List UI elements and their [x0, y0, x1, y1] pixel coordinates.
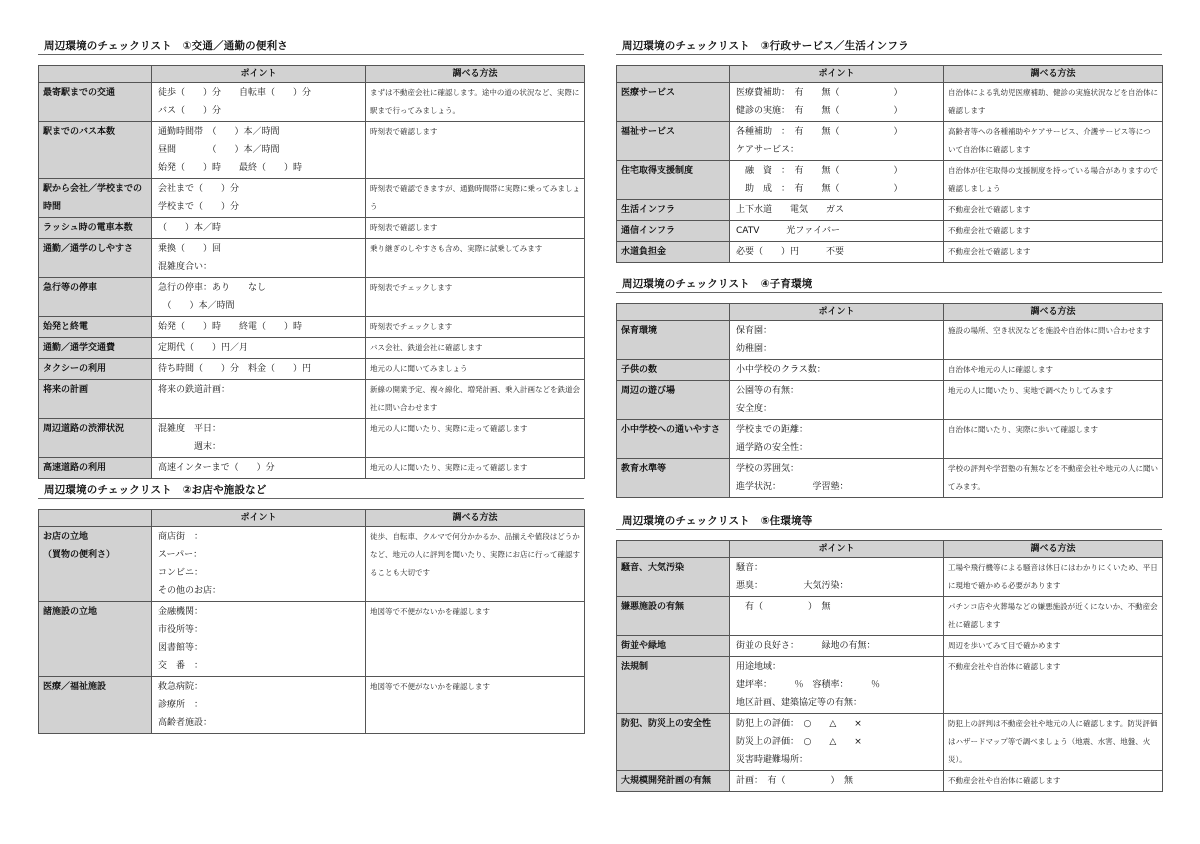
row-points — [152, 419, 366, 458]
row-points — [730, 360, 944, 381]
section-title: 周辺環境のチェックリスト ⑤住環境等 — [616, 513, 1162, 530]
row-points — [152, 458, 366, 479]
row-method — [366, 317, 585, 338]
row-points — [730, 771, 944, 792]
table-row — [39, 122, 585, 179]
row-method — [944, 657, 1163, 714]
checklist-table — [616, 540, 1163, 792]
row-item — [39, 278, 152, 317]
point-line: 始発（ ）時 最終（ ）時 — [158, 163, 303, 173]
checklist-table — [38, 509, 585, 734]
point-line: 市役所等： — [158, 625, 204, 635]
point-line: 始発（ ）時 終電（ ）時 — [158, 322, 303, 332]
row-points — [730, 161, 944, 200]
method-text: 地元の人に聞いてみましょう — [370, 364, 468, 373]
row-method — [944, 459, 1163, 498]
row-item-label: お店の立地 （買物の便利さ） — [43, 532, 116, 560]
point-line: 各種補助 ： 有 無（ ） — [736, 127, 903, 137]
method-text: 時刻表でチェックします — [370, 322, 453, 331]
section-title: 周辺環境のチェックリスト ①交通／通勤の便利さ — [38, 38, 584, 55]
row-item-label: 最寄駅までの交通 — [43, 88, 116, 98]
row-item — [617, 122, 730, 161]
point-line: 商店街 ： — [158, 532, 204, 542]
row-points — [730, 381, 944, 420]
row-item — [617, 420, 730, 459]
table-row — [39, 239, 585, 278]
row-item — [39, 83, 152, 122]
row-item — [617, 200, 730, 221]
table-row — [617, 122, 1163, 161]
point-line: 医療費補助： 有 無（ ） — [736, 88, 903, 98]
row-item — [617, 242, 730, 263]
point-line: その他のお店： — [158, 586, 222, 596]
row-item — [39, 602, 152, 677]
table-row — [617, 771, 1163, 792]
table-header-row — [39, 510, 585, 527]
method-text: 時刻表で確認します — [370, 223, 438, 232]
header-point: ポイント — [730, 66, 944, 83]
row-points — [730, 321, 944, 360]
table-row — [617, 558, 1163, 597]
row-method — [366, 83, 585, 122]
row-points — [152, 338, 366, 359]
row-points — [152, 602, 366, 677]
point-line: 金融機関： — [158, 607, 204, 617]
row-item — [39, 527, 152, 602]
row-points — [730, 558, 944, 597]
row-item — [617, 161, 730, 200]
row-item — [39, 419, 152, 458]
method-text: 時刻表で確認できますが、通勤時間帯に実際に乗ってみましょう — [370, 184, 580, 211]
point-line: 防犯上の評価： ○ △ × — [736, 719, 862, 729]
header-method: 調べる方法 — [944, 541, 1163, 558]
point-line: 診療所 ： — [158, 700, 204, 710]
row-method — [366, 278, 585, 317]
table-row — [617, 242, 1163, 263]
table-row — [39, 527, 585, 602]
row-method — [366, 380, 585, 419]
checklist-table — [616, 65, 1163, 263]
table-header-row — [617, 541, 1163, 558]
point-line: スーパー： — [158, 550, 203, 560]
method-text: 地元の人に聞いたり、実地で調べたりしてみます — [948, 386, 1113, 395]
point-line: 週末： — [158, 442, 222, 452]
point-line: 会社まで（ ）分 — [158, 184, 240, 194]
method-text: 自治体に聞いたり、実際に歩いて確認します — [948, 425, 1098, 434]
row-item-label: 大規模開発計画の有無 — [621, 776, 712, 786]
row-item-label: 諸施設の立地 — [43, 607, 98, 617]
header-point: ポイント — [152, 66, 366, 83]
row-method — [944, 381, 1163, 420]
row-item-label: 将来の計画 — [43, 385, 89, 395]
header-item — [617, 66, 730, 83]
table-row — [617, 636, 1163, 657]
point-line: 学校まで（ ）分 — [158, 202, 240, 212]
method-text: 高齢者等への各種補助やケアサービス、介護サービス等について自治体に確認します — [948, 127, 1151, 154]
row-item-label: 生活インフラ — [621, 205, 676, 215]
row-item — [39, 380, 152, 419]
point-line: 幼稚園： — [736, 344, 773, 354]
point-line: 小中学校のクラス数： — [736, 365, 826, 375]
method-text: 新線の開業予定、複々線化、増発計画、乗入計画などを鉄道会社に問い合わせます — [370, 385, 580, 412]
row-points — [730, 122, 944, 161]
header-point: ポイント — [730, 541, 944, 558]
row-method — [944, 597, 1163, 636]
point-line: 悪臭： 大気汚染： — [736, 581, 849, 591]
row-method — [944, 242, 1163, 263]
point-line: 図書館等： — [158, 643, 204, 653]
table-header-row — [617, 66, 1163, 83]
method-text: 不動産会社で確認します — [948, 247, 1031, 256]
row-points — [152, 359, 366, 380]
row-item — [617, 636, 730, 657]
header-point: ポイント — [730, 304, 944, 321]
row-method — [944, 636, 1163, 657]
method-text: 不動産会社や自治体に確認します — [948, 662, 1061, 671]
row-method — [944, 122, 1163, 161]
point-line: コンビニ： — [158, 568, 204, 578]
point-line: 急行の停車：あり なし — [158, 283, 267, 293]
point-line: （ ）本／時 — [158, 223, 222, 233]
row-item — [617, 83, 730, 122]
method-text: 時刻表でチェックします — [370, 283, 453, 292]
row-points — [730, 714, 944, 771]
method-text: 自治体が住宅取得の支援制度を持っている場合がありますので確認しましょう — [948, 166, 1158, 193]
row-method — [944, 360, 1163, 381]
point-line: 建坪率： ％ 容積率： ％ — [736, 680, 881, 690]
method-text: 不動産会社や自治体に確認します — [948, 776, 1061, 785]
row-item-label: 嫌悪施設の有無 — [621, 602, 685, 612]
point-line: バス（ ）分 — [158, 106, 222, 116]
header-point: ポイント — [152, 510, 366, 527]
row-item-label: ラッシュ時の電車本数 — [43, 223, 133, 233]
point-line: 通勤時間帯 （ ）本／時間 — [158, 127, 280, 137]
row-points — [730, 459, 944, 498]
method-text: 施設の場所、空き状況などを施設や自治体に問い合わせます — [948, 326, 1151, 335]
row-method — [366, 419, 585, 458]
row-item-label: 水道負担金 — [621, 247, 667, 257]
row-item-label: 街並や緑地 — [621, 641, 667, 651]
method-text: 徒歩、自転車、クルマで何分かかるか、品揃えや値段はどうかなど、地元の人に評判を聞いたり、実際にお店に行って確認することも大切です — [370, 532, 580, 577]
row-points — [730, 221, 944, 242]
row-item-label: 急行等の停車 — [43, 283, 98, 293]
header-item — [39, 66, 152, 83]
row-method — [944, 714, 1163, 771]
table-row — [39, 218, 585, 239]
row-points — [152, 239, 366, 278]
row-item-label: 周辺の遊び場 — [621, 386, 676, 396]
header-method: 調べる方法 — [944, 304, 1163, 321]
point-line: 乗換（ ）回 — [158, 244, 222, 254]
table-row — [39, 359, 585, 380]
section-public-services — [616, 38, 1162, 263]
row-item-label: 防犯、防災上の安全性 — [621, 719, 712, 729]
row-item-label: 駅までのバス本数 — [43, 127, 116, 137]
point-line: 必要（ ）円 不要 — [736, 247, 845, 257]
row-item-label: 住宅取得支援制度 — [621, 166, 694, 176]
point-line: 進学状況： 学習塾： — [736, 482, 849, 492]
table-row — [617, 420, 1163, 459]
row-points — [730, 83, 944, 122]
table-row — [39, 338, 585, 359]
row-item-label: 子供の数 — [621, 365, 658, 375]
row-points — [730, 420, 944, 459]
row-method — [366, 677, 585, 734]
method-text: 地図等で不便がないかを確認します — [370, 682, 490, 691]
point-line: 混雑度合い： — [158, 262, 213, 272]
row-method — [944, 221, 1163, 242]
method-text: 防犯上の評判は不動産会社や地元の人に確認します。防災評価はハザードマップ等で調べましょう（地震、水害、地盤、火災）。 — [948, 719, 1158, 764]
method-text: 地元の人に聞いたり、実際に走って確認します — [370, 424, 528, 433]
method-text: バス会社、鉄道会社に確認します — [370, 343, 483, 352]
table-header-row — [617, 304, 1163, 321]
point-line: 学校までの距離： — [736, 425, 809, 435]
row-item — [39, 122, 152, 179]
method-text: パチンコ店や火葬場などの嫌悪施設が近くにないか、不動産会社に確認します — [948, 602, 1158, 629]
method-text: 乗り継ぎのしやすさも含め、実際に試乗してみます — [370, 244, 543, 253]
section-title: 周辺環境のチェックリスト ④子育環境 — [616, 276, 1162, 293]
row-item-label: 高速道路の利用 — [43, 463, 107, 473]
row-item — [39, 338, 152, 359]
method-text: 不動産会社で確認します — [948, 205, 1031, 214]
header-item — [39, 510, 152, 527]
row-method — [944, 420, 1163, 459]
row-points — [730, 597, 944, 636]
point-line: 救急病院： — [158, 682, 204, 692]
method-text: 学校の評判や学習塾の有無などを不動産会社や地元の人に聞いてみます。 — [948, 464, 1158, 491]
row-points — [152, 527, 366, 602]
row-method — [366, 527, 585, 602]
table-row — [617, 161, 1163, 200]
table-row — [617, 360, 1163, 381]
point-line: （ ）本／時間 — [158, 301, 235, 311]
row-points — [152, 317, 366, 338]
point-line: 騒音： — [736, 563, 764, 573]
row-item-label: 法規制 — [621, 662, 649, 672]
row-method — [944, 200, 1163, 221]
point-line: 融 資 ： 有 無（ ） — [736, 166, 903, 176]
section-transport — [38, 38, 584, 479]
row-item-label: 通勤／通学交通費 — [43, 343, 116, 353]
table-row — [617, 321, 1163, 360]
row-item — [617, 321, 730, 360]
row-points — [730, 657, 944, 714]
row-item — [39, 317, 152, 338]
row-item-label: 通信インフラ — [621, 226, 676, 236]
row-points — [730, 200, 944, 221]
point-line: 定期代（ ）円／月 — [158, 343, 249, 353]
table-row — [617, 83, 1163, 122]
table-row — [39, 83, 585, 122]
row-item — [39, 458, 152, 479]
row-method — [944, 771, 1163, 792]
row-points — [152, 278, 366, 317]
point-line: 徒歩（ ）分 自転車（ ）分 — [158, 88, 312, 98]
header-item — [617, 304, 730, 321]
section-title: 周辺環境のチェックリスト ③行政サービス／生活インフラ — [616, 38, 1162, 55]
point-line: 高齢者施設： — [158, 718, 213, 728]
section-shops-facilities — [38, 482, 584, 734]
point-line: ケアサービス： — [736, 145, 800, 155]
point-line: 交 番 ： — [158, 661, 204, 671]
row-item — [39, 239, 152, 278]
method-text: 地元の人に聞いたり、実際に走って確認します — [370, 463, 528, 472]
table-row — [617, 200, 1163, 221]
row-item-label: 教育水準等 — [621, 464, 667, 474]
table-header-row — [39, 66, 585, 83]
point-line: 将来の鉄道計画： — [158, 385, 231, 395]
point-line: 地区計画、建築協定等の有無： — [736, 698, 863, 708]
point-line: 保育園： — [736, 326, 773, 336]
row-item — [617, 771, 730, 792]
row-method — [366, 602, 585, 677]
table-row — [39, 677, 585, 734]
section-living-environment — [616, 513, 1162, 792]
point-line: 災害時避難場所： — [736, 755, 809, 765]
row-method — [944, 321, 1163, 360]
method-text: 地図等で不便がないかを確認します — [370, 607, 490, 616]
header-method: 調べる方法 — [366, 510, 585, 527]
row-item-label: 騒音、大気汚染 — [621, 563, 685, 573]
row-item — [39, 677, 152, 734]
row-item-label: 医療サービス — [621, 88, 676, 98]
method-text: 自治体や地元の人に確認します — [948, 365, 1053, 374]
table-row — [617, 657, 1163, 714]
row-points — [152, 380, 366, 419]
point-line: 計画： 有（ ） 無 — [736, 776, 854, 786]
point-line: 混雑度 平日： — [158, 424, 222, 434]
table-row — [39, 278, 585, 317]
table-row — [617, 597, 1163, 636]
row-method — [366, 239, 585, 278]
table-row — [617, 714, 1163, 771]
row-item-label: 医療／福祉施設 — [43, 682, 107, 692]
row-method — [366, 218, 585, 239]
row-item — [617, 221, 730, 242]
point-line: 公園等の有無： — [736, 386, 800, 396]
row-points — [152, 83, 366, 122]
row-item — [617, 360, 730, 381]
row-item — [617, 558, 730, 597]
row-item-label: 保育環境 — [621, 326, 658, 336]
table-row — [39, 179, 585, 218]
header-item — [617, 541, 730, 558]
section-title: 周辺環境のチェックリスト ②お店や施設など — [38, 482, 584, 499]
table-row — [617, 381, 1163, 420]
header-method: 調べる方法 — [944, 66, 1163, 83]
point-line: 高速インターまで（ ）分 — [158, 463, 275, 473]
row-item-label: 駅から会社／学校までの時間 — [43, 184, 143, 212]
row-item — [617, 657, 730, 714]
row-points — [730, 242, 944, 263]
table-row — [39, 380, 585, 419]
point-line: 昼間 （ ）本／時間 — [158, 145, 280, 155]
header-method: 調べる方法 — [366, 66, 585, 83]
row-method — [366, 458, 585, 479]
table-row — [39, 419, 585, 458]
point-line: 防災上の評価： ○ △ × — [736, 737, 862, 747]
method-text: 不動産会社で確認します — [948, 226, 1031, 235]
row-method — [366, 122, 585, 179]
point-line: 安全度： — [736, 404, 773, 414]
row-points — [152, 122, 366, 179]
method-text: まずは不動産会社に確認します。途中の道の状況など、実際に駅まで行ってみましょう。 — [370, 88, 580, 115]
row-item — [617, 714, 730, 771]
row-item — [617, 597, 730, 636]
row-method — [944, 558, 1163, 597]
point-line: 街並の良好さ： 緑地の有無： — [736, 641, 876, 651]
row-item — [617, 381, 730, 420]
row-method — [366, 338, 585, 359]
point-line: 上下水道 電気 ガス — [736, 205, 845, 215]
checklist-table — [38, 65, 585, 479]
table-row — [617, 221, 1163, 242]
table-row — [39, 317, 585, 338]
table-row — [39, 602, 585, 677]
method-text: 周辺を歩いてみて目で確かめます — [948, 641, 1061, 650]
row-item — [39, 179, 152, 218]
point-line: 用途地域： — [736, 662, 782, 672]
row-item-label: 始発と終電 — [43, 322, 89, 332]
row-item — [39, 218, 152, 239]
point-line: 待ち時間（ ）分 料金（ ）円 — [158, 364, 312, 374]
checklist-table — [616, 303, 1163, 498]
row-item — [617, 459, 730, 498]
row-points — [152, 179, 366, 218]
section-childcare — [616, 276, 1162, 498]
row-points — [152, 218, 366, 239]
point-line: CATV 光ファイバー — [736, 226, 841, 236]
table-row — [617, 459, 1163, 498]
row-item-label: 周辺道路の渋滞状況 — [43, 424, 125, 434]
point-line: 健診の実施： 有 無（ ） — [736, 106, 903, 116]
row-method — [366, 359, 585, 380]
point-line: 学校の雰囲気： — [736, 464, 800, 474]
row-item — [39, 359, 152, 380]
row-points — [152, 677, 366, 734]
method-text: 時刻表で確認します — [370, 127, 438, 136]
row-method — [944, 161, 1163, 200]
point-line: 有（ ） 無 — [736, 602, 831, 612]
table-row — [39, 458, 585, 479]
method-text: 自治体による乳幼児医療補助、健診の実施状況などを自治体に確認します — [948, 88, 1158, 115]
row-points — [730, 636, 944, 657]
method-text: 工場や飛行機等による騒音は休日にはわかりにくいため、平日に現地で確かめる必要があります — [948, 563, 1158, 590]
row-item-label: タクシーの利用 — [43, 364, 107, 374]
row-item-label: 小中学校への通いやすさ — [621, 425, 721, 435]
point-line: 通学路の安全性： — [736, 443, 809, 453]
row-method — [366, 179, 585, 218]
point-line: 助 成 ： 有 無（ ） — [736, 184, 903, 194]
row-item-label: 通勤／通学のしやすさ — [43, 244, 134, 254]
row-method — [944, 83, 1163, 122]
row-item-label: 福祉サービス — [621, 127, 676, 137]
